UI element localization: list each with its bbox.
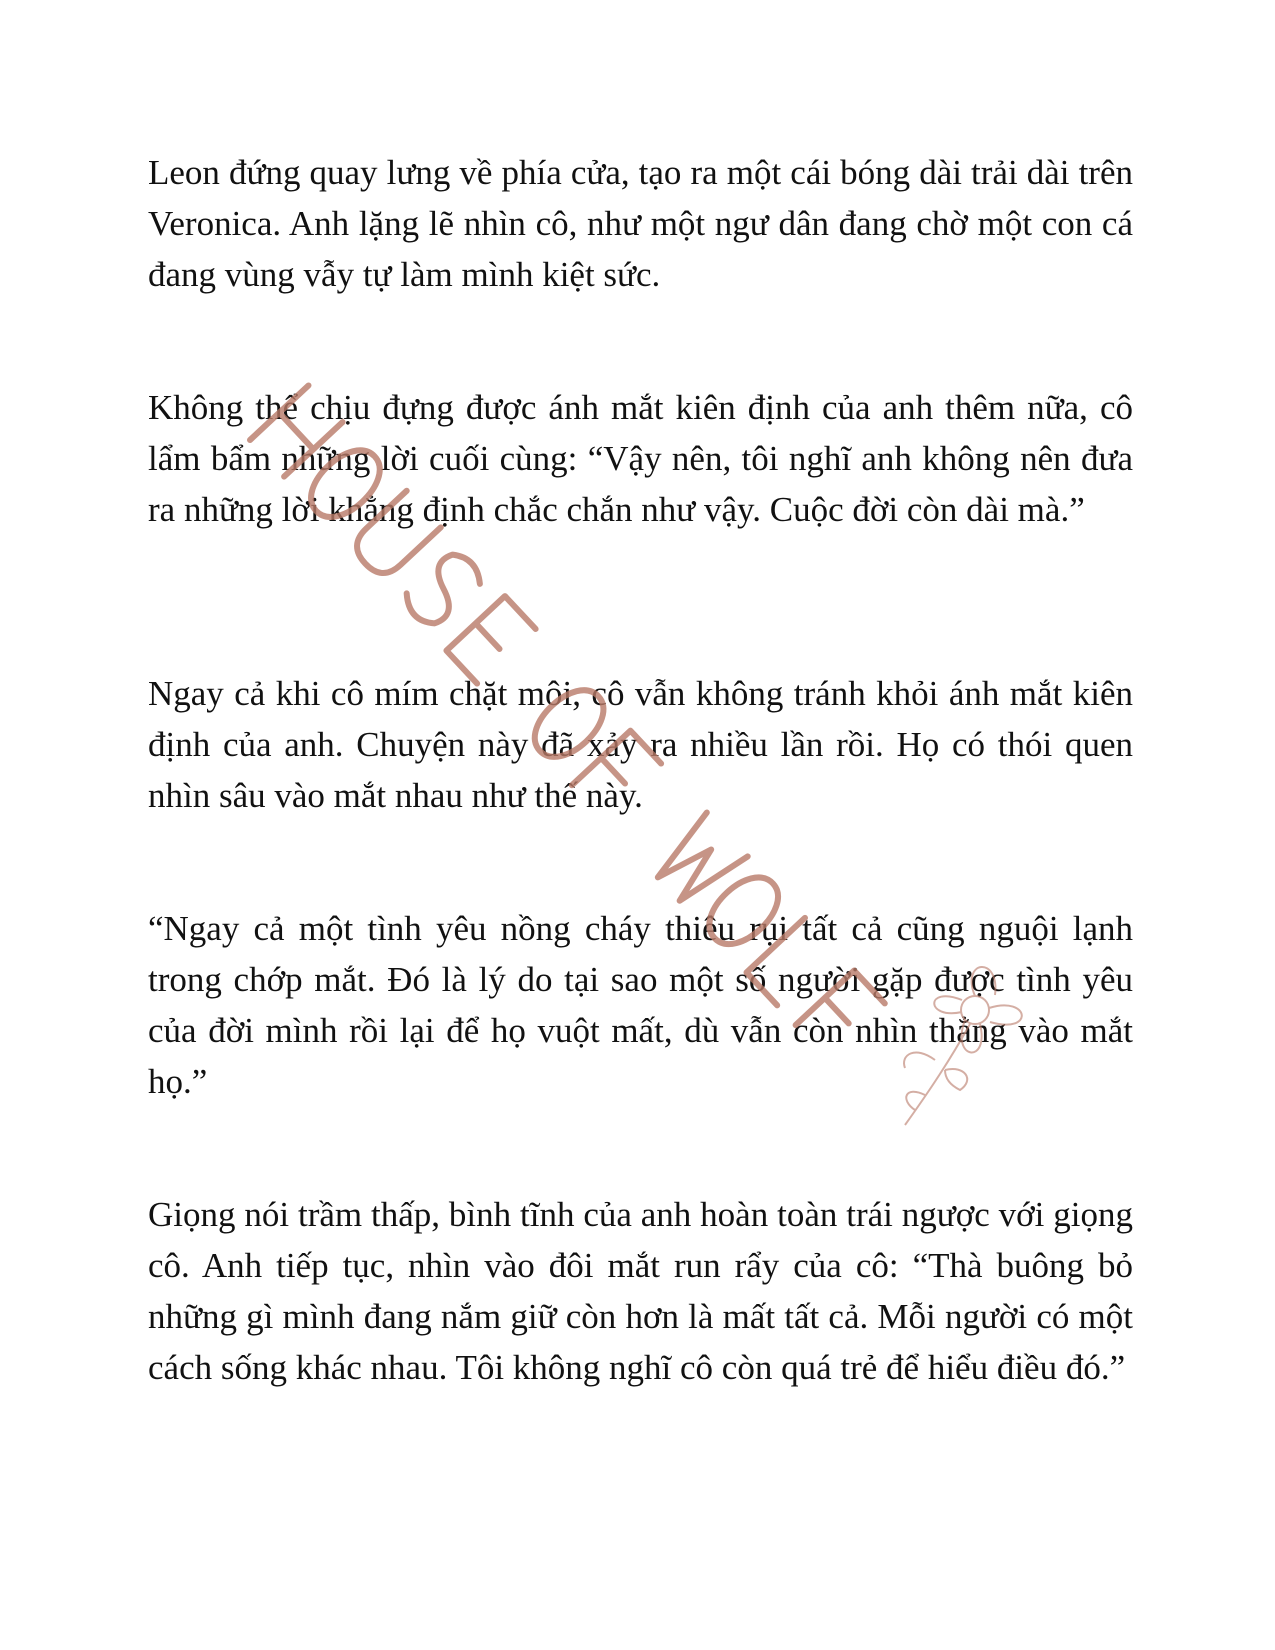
paragraph: Không thể chịu đựng được ánh mắt kiên định của anh thêm nữa, cô lẩm bẩm những lời cuối cùng: “Vậy nên, tôi nghĩ anh không nên đưa ra những lời khẳng định chắc chắn như vậy. Cuộc đời còn dài mà.”: [148, 388, 1133, 529]
watermark-letter: [648, 813, 747, 911]
watermark-letter: [400, 547, 486, 631]
paragraph: Giọng nói trầm thấp, bình tĩnh của anh hoàn toàn trái ngược với giọng cô. Anh tiếp tục, nhìn vào đôi mắt run rẩy của cô: “Thà buông bỏ những gì mình đang nắm giữ còn hơn là mất tất cả. Mỗi người có một cách sống khác nhau. Tôi không nghĩ cô còn quá trẻ để hiểu điều đó.”: [148, 1195, 1133, 1387]
paragraph: Ngay cả khi cô mím chặt môi, cô vẫn không tránh khỏi ánh mắt kiên định của anh. Chuyện này đã xảy ra nhiều lần rồi. Họ có thói quen nhìn sâu vào mắt nhau như thế này.: [148, 674, 1133, 815]
paragraph: “Ngay cả một tình yêu nồng cháy thiêu rụi tất cả cũng nguội lạnh trong chớp mắt. Đó là lý do tại sao một số người gặp được tình yêu của đời mình rồi lại để họ vuột mất, dù vẫn còn nhìn thẳng vào mắt họ.”: [148, 909, 1133, 1101]
paragraph: Leon đứng quay lưng về phía cửa, tạo ra một cái bóng dài trải dài trên Veronica. Anh lặng lẽ nhìn cô, như một ngư dân đang chờ một con cá đang vùng vẫy tự làm mình kiệt sức.: [148, 153, 1133, 294]
